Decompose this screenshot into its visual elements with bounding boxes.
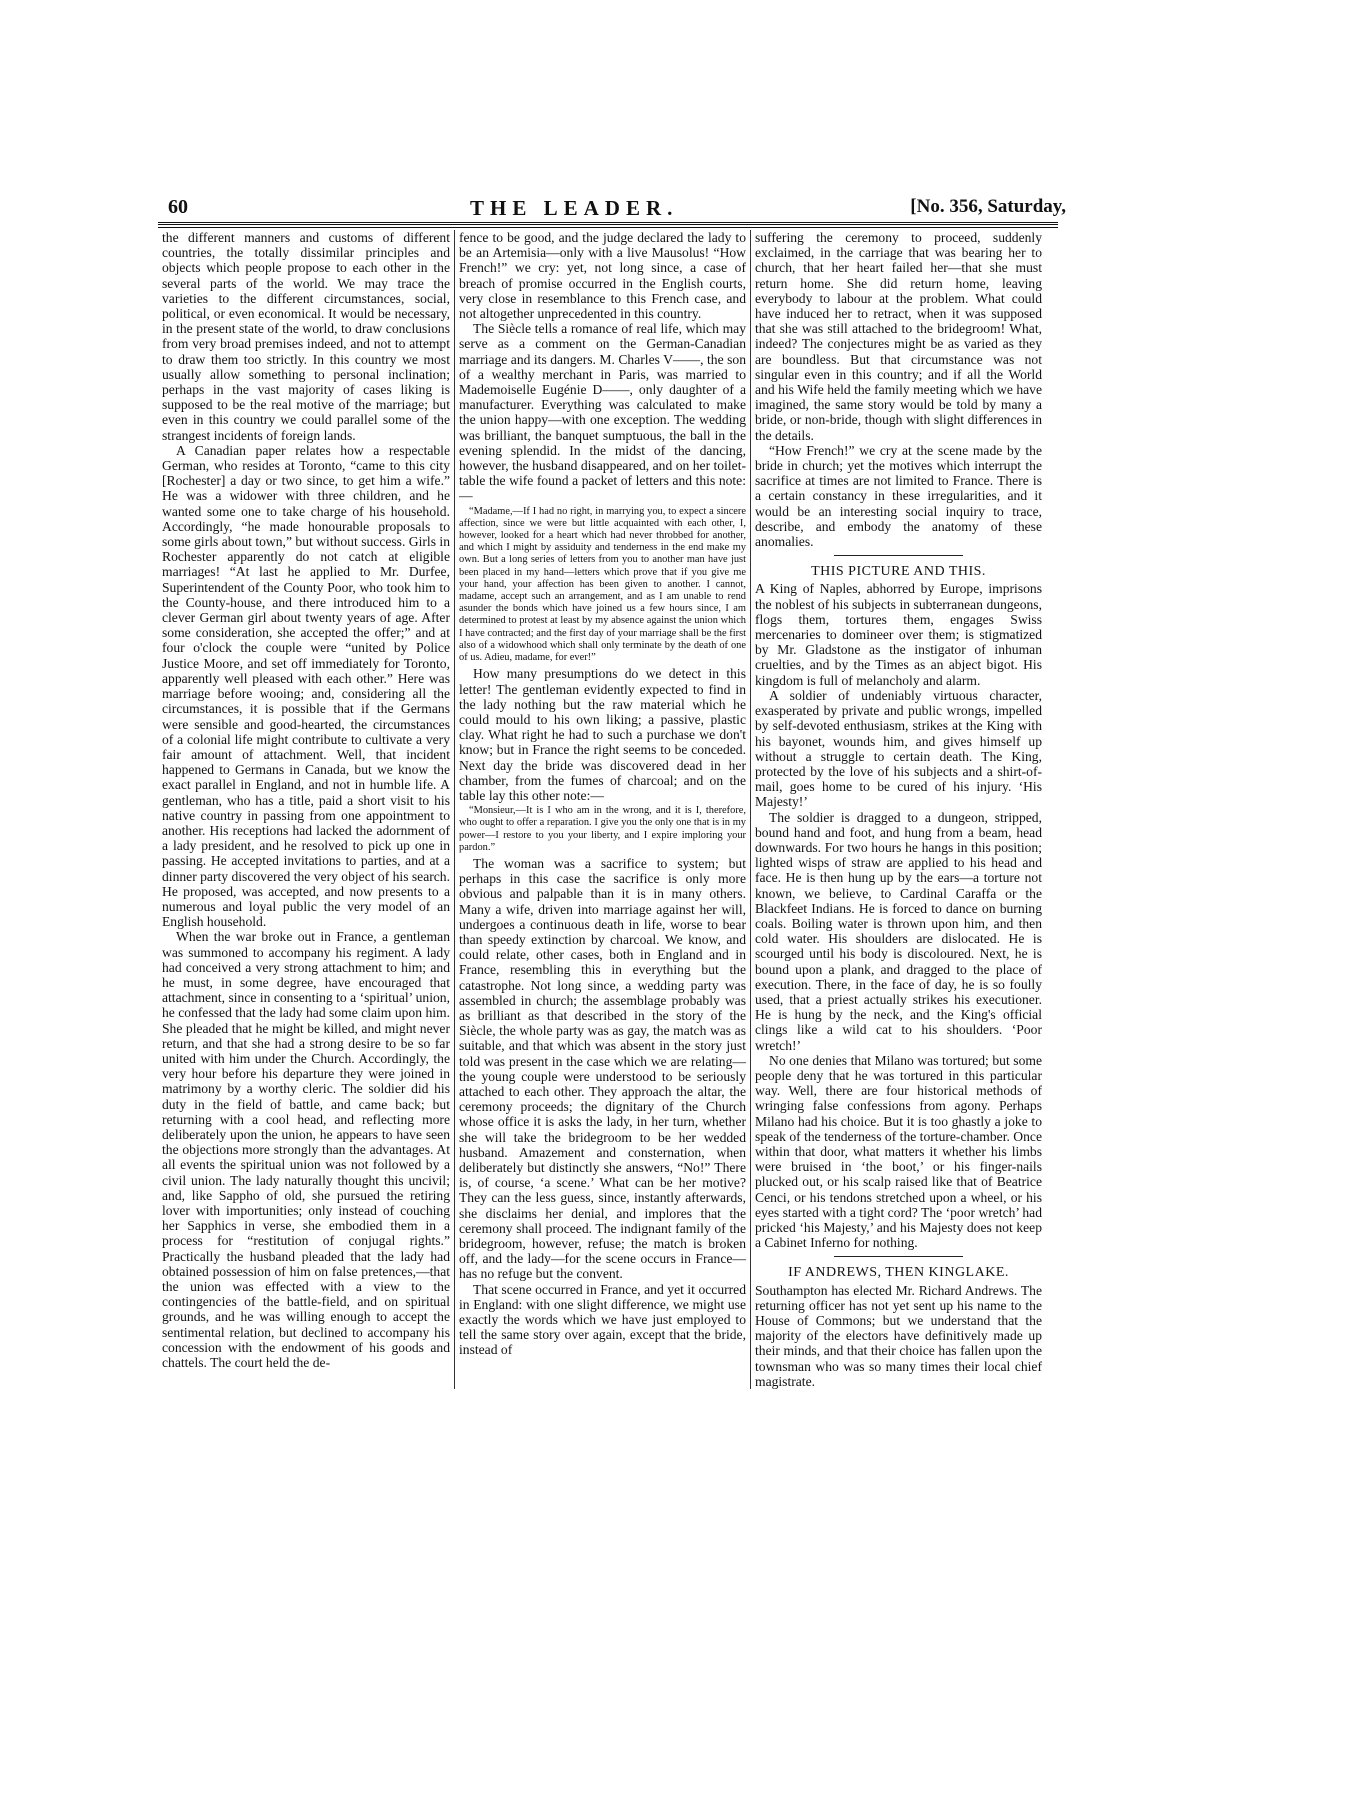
newspaper-title: THE LEADER. <box>470 196 679 220</box>
quoted-letter-monsieur <box>459 805 746 854</box>
paragraph: How many presumptions do we detect in this letter! The gentleman evidently expected to find in the lady nothing but the raw material which he could mould to his own liking; a passive, plastic clay. What right he had to such a purchase we don't know; but in France the right seems to be conceded. Next day the bride was discovered dead in her chamber, from the fumes of charcoal; and on the table lay this other note:— <box>459 666 746 803</box>
page-number: 60 <box>168 196 188 218</box>
paragraph: The Siècle tells a romance of real life, which may serve as a comment on the German-Canadian marriage and its dangers. M. Charles V——, the son of a wealthy merchant in Paris, was married to Mademoiselle Eugénie D——, only daughter of a manufacturer. Everything was calculated to make the union happy—with one exception. The wedding was brilliant, the banquet sumptuous, the ball in the evening splendid. In the midst of the dancing, however, the husband disappeared, and on her toilet-table the wife found a packet of letters and this note:— <box>459 321 746 504</box>
paragraph: fence to be good, and the judge declared the lady to be an Artemisia—only with a live Mausolus! “How French!” we cry: yet, not long since, a case of breach of promise occurred in the English courts, very close in resemblance to this French case, and not altogether unprecedented in this country. <box>459 230 746 322</box>
paragraph: suffering the ceremony to proceed, suddenly exclaimed, in the carriage that was bearing her to church, that her heart failed her—that she must return home. She did return home, leaving everybody to labour at the problem. What could have induced her to retract, when it was supposed that she was still attached to the bridegroom! What, indeed? The conjectures might be as varied as they are boundless. But that circumstance was not singular even in this country; and if all the World and his Wife held the family meeting which we have imagined, the same story would be told by many a bride, or non-bride, though with slight differences in the details. <box>755 230 1042 443</box>
paragraph: No one denies that Milano was tortured; but some people deny that he was tortured in this particular way. Well, there are four historical methods of wringing false confessions from agony. Perhaps Milano had his choice. But it is too ghastly a joke to speak of the tenderness of the torture-chamber. Once within that door, what matters it whether his limbs were bruised in ‘the boot,’ or his finger-nails plucked out, or his scalp raised like that of Beatrice Cenci, or his tendons stretched upon a wheel, or his eyes started with a tight cord? The ‘poor wretch’ had pricked ‘his Majesty,’ and his Majesty does not keep a Cabinet Inferno for nothing. <box>755 1052 1042 1251</box>
quoted-letter-madame <box>459 506 746 665</box>
paragraph: A soldier of undeniably virtuous character, exasperated by private and public wrongs, impelled by self-devoted enthusiasm, strikes at the King with his bayonet, wounds him, and gives himself up without a struggle to certain death. The King, protected by the love of his subjects and a shirt-of-mail, goes home to be cured of his injury. ‘His Majesty!’ <box>755 687 1042 810</box>
columns <box>158 230 1058 1389</box>
paragraph: “How French!” we cry at the scene made by the bride in church; yet the motives which interrupt the sacrifice at times are not limited to France. There is a certain constancy in these irregularities, and it would be an interesting social inquiry to trace, describe, and embody the anatomy of these anomalies. <box>755 442 1042 550</box>
paragraph: Southampton has elected Mr. Richard Andrews. The returning officer has not yet sent up his name to the House of Commons; but we understand that the majority of the electors have definitively made up their minds, and that their choice has fallen upon the townsman who was so many times their local chief magistrate. <box>755 1282 1042 1389</box>
paragraph: When the war broke out in France, a gentleman was summoned to accompany his regiment. A lady had conceived a very strong attachment to him; and he must, in some degree, have encouraged that attachment, since in consenting to a ‘spiritual’ union, he confessed that the lady had some claim upon him. She pleaded that he might be killed, and might never return, and that she had a strong desire to be so far united with him under the Church. Accordingly, the very hour before his departure they were joined in matrimony by a worthy cleric. The soldier did his duty in the field of battle, and came back; but returning with a cool head, and reflecting more deliberately upon the union, he appears to have seen the objections more strongly than the advantages. At all events the spiritual union was not followed by a civil union. The lady naturally thought this uncivil; and, like Sappho of old, she pursued the retiring lover with importunities; only instead of couching her Sapphics in verse, she embodied them in a process for “restitution of conjugal rights.” Practically the husband pleaded that the lady had obtained possession of him on false pretences,—that the union was effected with a view to the contingencies of the battle-field, and on spiritual grounds, and he was willing enough to accept the sentimental relation, but declined to accompany his concession with the endowment of his goods and chattels. The court held the de- <box>162 929 450 1371</box>
paragraph: That scene occurred in France, and yet it occurred in England: with one slight difference, we might use exactly the words which we have just employed to tell the same story over again, except that the bride, instead of <box>459 1281 746 1358</box>
column-3 <box>750 230 1046 1389</box>
issue-label: [No. 356, Saturday, <box>910 196 1066 217</box>
paragraph: A King of Naples, abhorred by Europe, imprisons the noblest of his subjects in subterranean dungeons, flogs them, tortures them, engages Swiss mercenaries to domineer over them; is stigmatized by Mr. Gladstone as the instigator of inhuman cruelties, and by the Times as an abject bigot. His kingdom is full of melancholy and alarm. <box>755 581 1042 688</box>
newspaper-page <box>158 196 1066 1389</box>
column-1 <box>158 230 454 1389</box>
section-heading-andrews: IF ANDREWS, THEN KINGLAKE. <box>788 1265 1009 1281</box>
paragraph: The soldier is dragged to a dungeon, stripped, bound hand and foot, and hung from a beam, head downwards. For two hours he hangs in this position; lighted wisps of straw are applied to his head and face. He is then hung up by the ears—a torture not known, we believe, to Cardinal Caraffa or the Blackfeet Indians. He is forced to dance on burning coals. Boiling water is thrown upon him, and then cold water. His shoulders are dislocated. He is scourged until his body is discoloured. Next, he is bound upon a plank, and dragged to the place of execution. There, in the face of day, he is so foully used, that a priest actually strikes his executioner. He is hung by the neck, and the King's official clings like a wild cat to his shoulders. ‘Poor wretch!’ <box>755 809 1042 1053</box>
masthead <box>158 196 1066 220</box>
letter-text: “Madame,—If I had no right, in marrying you, to expect a sincere affection, since we were but little acquainted with each other, I, however, looked for a heart which had never throbbed for another, and which I might by assiduity and tenderness in the end make my own. But a long series of letters from you to another man have just been placed in my hand—letters which prove that if you give me your hand, your affection has been given to another. I cannot, madame, accept such an arrangement, and as I am unable to rend asunder the bonds which have joined us a few hours since, I am determined to protest at least by my absence against the union which I have contracted; and the first day of your marriage shall be the first also of a widowhood which shall only terminate by the death of one of us. Adieu, madame, for ever!” <box>459 505 746 664</box>
masthead-rule <box>158 222 1058 228</box>
section-heading-picture: THIS PICTURE AND THIS. <box>811 564 986 580</box>
section-divider <box>834 555 963 556</box>
paragraph: the different manners and customs of different countries, the totally dissimilar principles and objects which people propose to each other in the several parts of the world. We may trace the varieties to the different circumstances, social, political, or even economical. It would be necessary, in the present state of the world, to draw conclusions from very broad premises indeed, and not to attempt to draw them too strictly. In this country we most usually allow something to personal inclination; perhaps in the vast majority of cases liking is supposed to be the real motive of the marriage; but even in this country we could parallel some of the strangest incidents of foreign lands. <box>162 230 450 443</box>
letter-text: “Monsieur,—It is I who am in the wrong, and it is I, therefore, who ought to offer a reparation. I give you the only one that is in my power—I restore to you your liberty, and I expire imploring your pardon.” <box>459 805 746 853</box>
section-divider <box>834 1256 963 1257</box>
paragraph: A Canadian paper relates how a respectable German, who resides at Toronto, “came to this city [Rochester] a day or two since, to get him a wife.” He was a widower with three children, and he wanted some one to take charge of his household. Accordingly, “he made honourable proposals to some girls about town,” but without success. Girls in Rochester apparently do not catch at eligible marriages! “At last he applied to Mr. Durfee, Superintendent of the County Poor, who took him to the County-house, and there introduced him to a clever German girl about twenty years of age. After some consideration, she accepted the offer;” and at four o'clock the couple were “united by Police Justice Moore, and set off immediately for Toronto, apparently well pleased with each other.” Here was marriage before wooing; and, considering all the circumstances, it is possible that if the Germans were sensible and good-hearted, the circumstances of a colonial life might contribute to cultivate a very fair amount of attachment. Well, that incident happened to Germans in Canada, but we know the exact parallel in England, and not in humble life. A gentleman, who has a title, paid a short visit to his native country in passing from one appointment to another. His receptions had lacked the adornment of a lady president, and he resolved to pick up one in passing. He accepted invitations to parties, and at a dinner party discovered the very object of his search. He proposed, was accepted, and now presents to a numerous and loyal public the very model of an English household. <box>162 442 451 930</box>
paragraph: The woman was a sacrifice to system; but perhaps in this case the sacrifice is only more obvious and palpable than it is in many others. Many a wife, driven into marriage against her will, undergoes a continuous death in life, worse to bear than speedy extinction by charcoal. We know, and could relate, other cases, both in England and in France, resembling this in everything but the catastrophe. Not long since, a wedding party was assembled in church; the assemblage probably was as brilliant as that described in the story of the Siècle, the whole party was as gay, the match was as suitable, and that which was absent in the story just told was present in the case which we are relating—the young couple were understood to be seriously attached to each other. They approach the altar, the ceremony proceeds; the dignitary of the Church whose office it is asks the lady, in her turn, whether she will take the bridegroom to be her wedded husband. Amazement and consternation, when deliberately but distinctly she answers, “No!” There is, of course, ‘a scene.’ What can be her motive? They can the less guess, since, instantly afterwards, she disclaims her denial, and implores that the ceremony shall proceed. The indignant family of the bridegroom, however, refuse; the match is broken off, and the lady—for the scene occurs in France—has no refuge but the convent. <box>459 855 746 1282</box>
column-2 <box>454 230 750 1389</box>
